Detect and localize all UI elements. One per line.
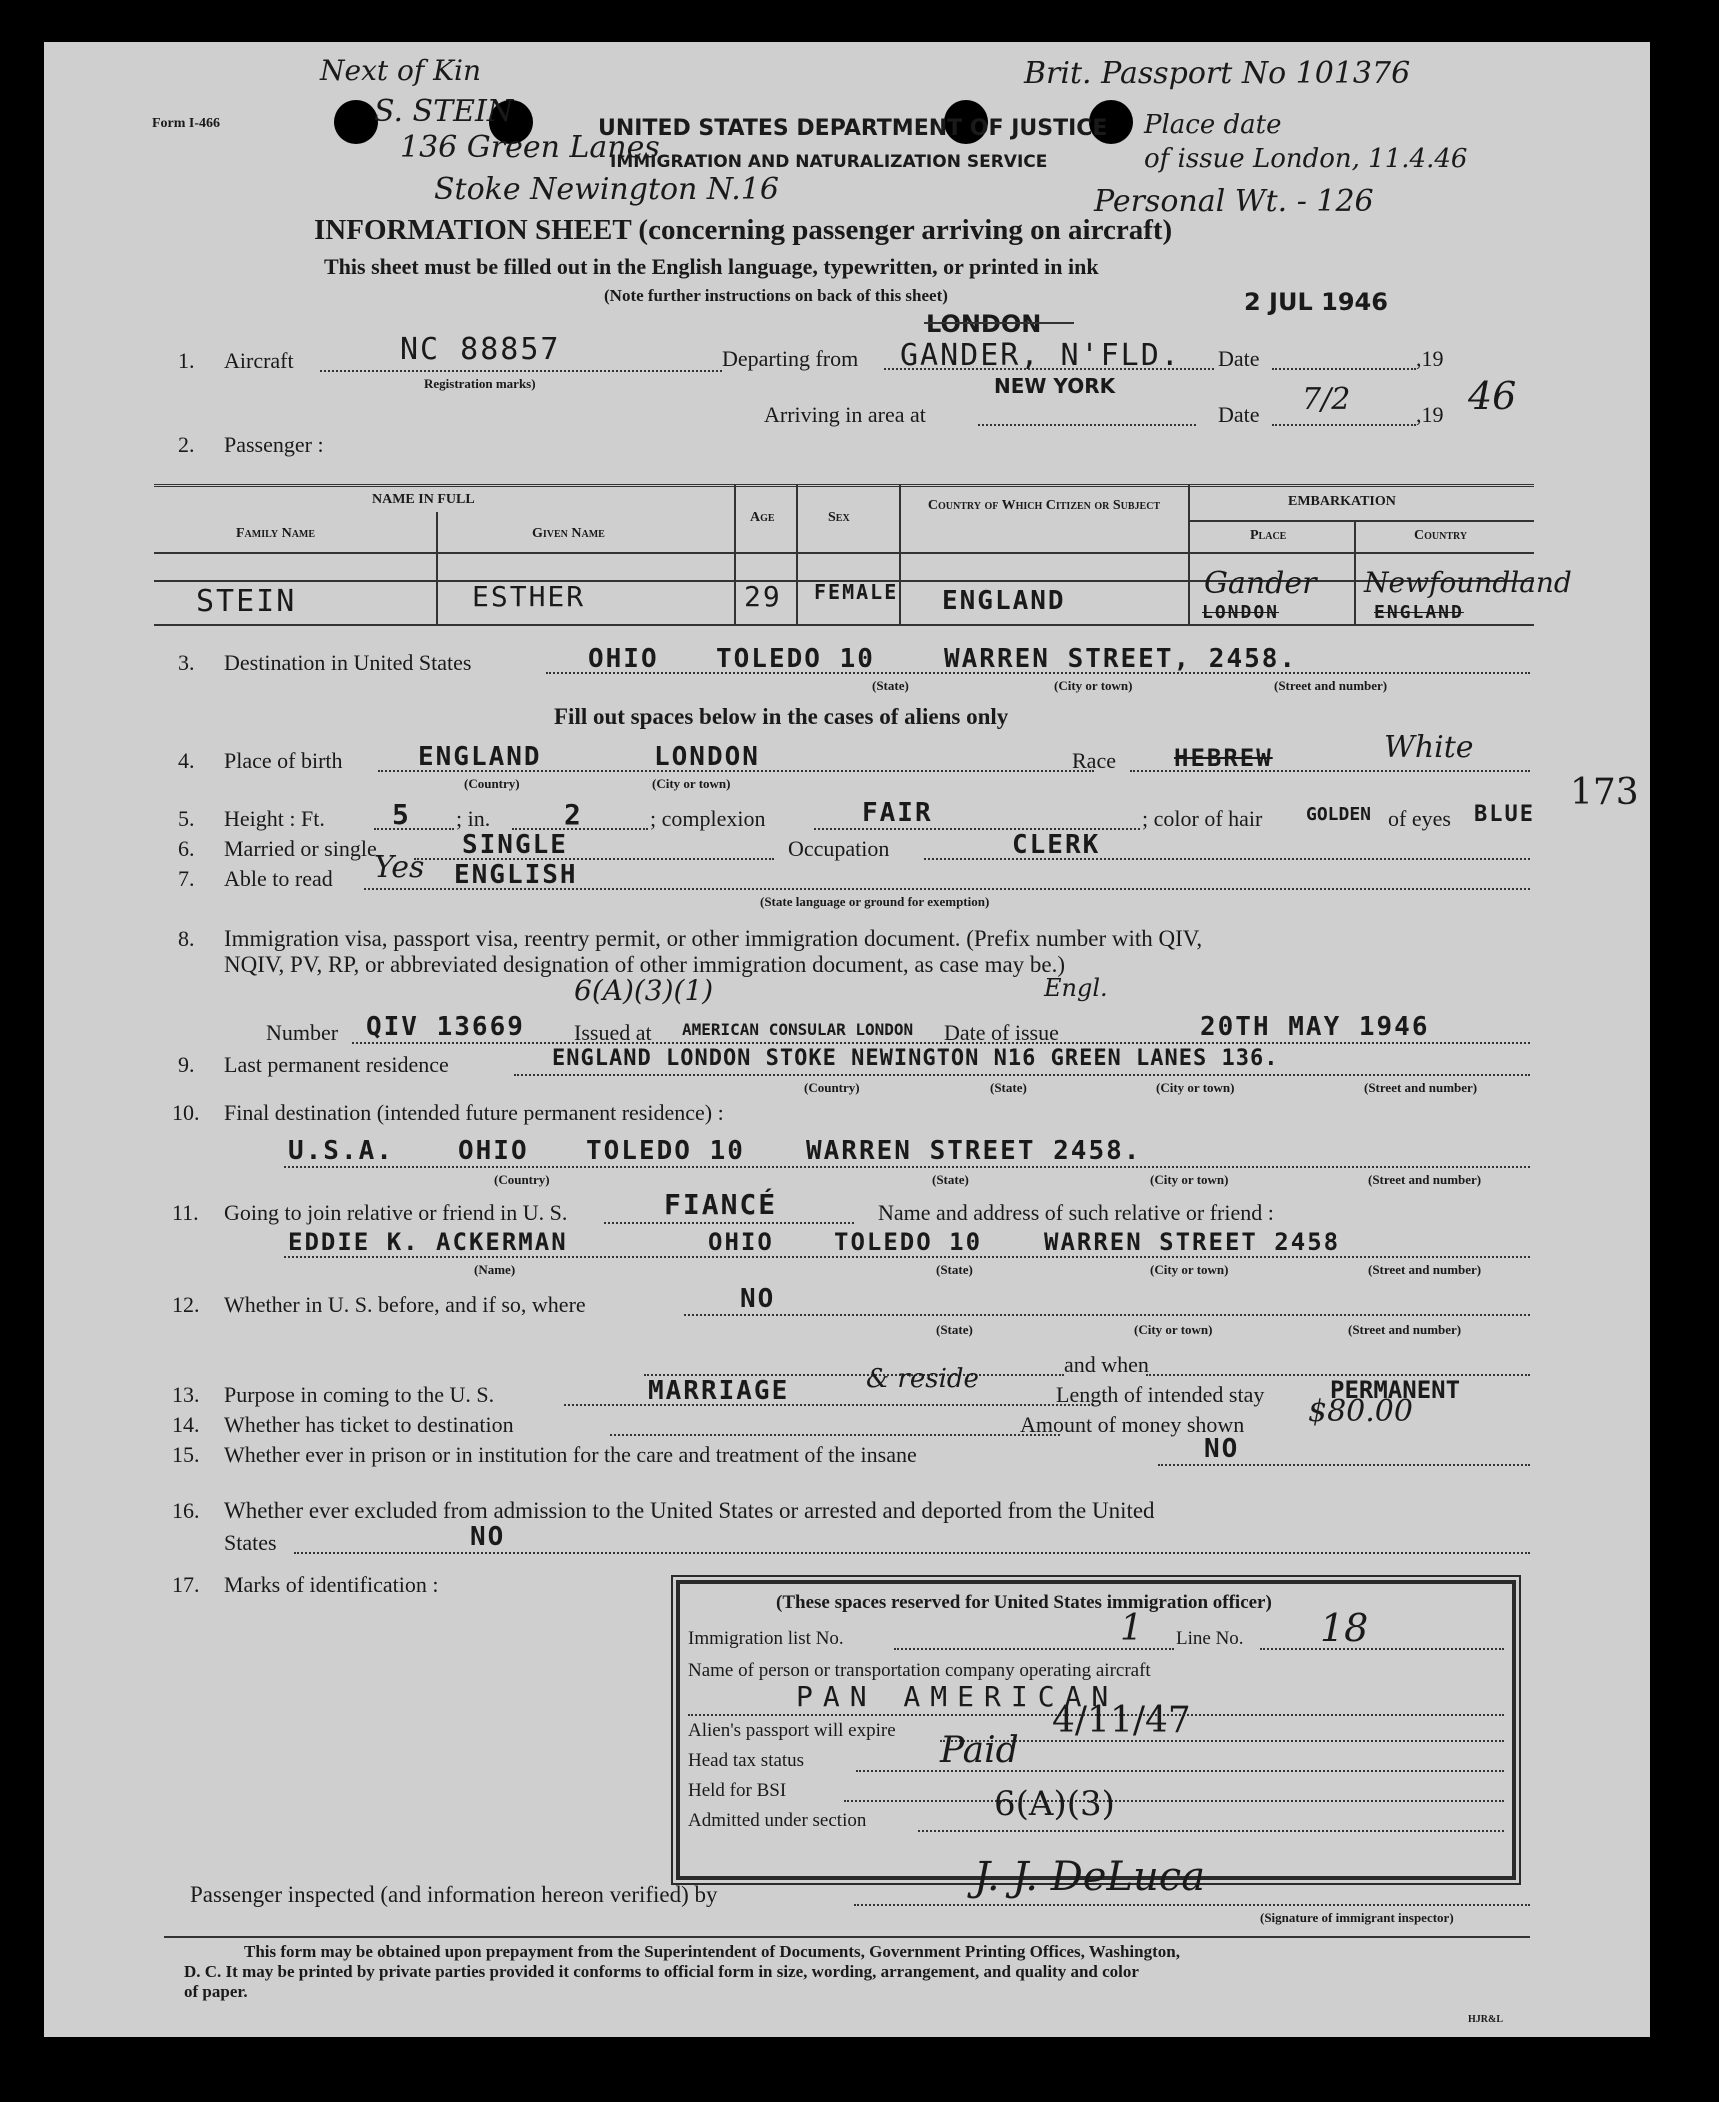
- city-caption: (City or town): [1054, 678, 1133, 693]
- purpose-label: Purpose in coming to the U. S.: [224, 1382, 495, 1407]
- race-label: Race: [1072, 748, 1116, 773]
- departing-struck-value: LONDON: [926, 310, 1042, 338]
- relative-street[interactable]: WARREN STREET 2458: [1044, 1228, 1341, 1256]
- departing-from-label: Departing from: [722, 346, 859, 371]
- final-state[interactable]: OHIO: [458, 1136, 529, 1166]
- complexion-label: ; complexion: [650, 806, 766, 831]
- identification-label: Marks of identification :: [224, 1572, 439, 1597]
- passport-expire-value[interactable]: 4/11/47: [1052, 1700, 1191, 1741]
- next-of-kin-name: S. STEIN: [374, 94, 514, 129]
- held-bsi-label: Held for BSI: [688, 1780, 787, 1801]
- arriving-at-value[interactable]: NEW YORK: [994, 374, 1116, 398]
- hair-value[interactable]: GOLDEN: [1306, 804, 1372, 825]
- item-number: 16.: [172, 1498, 200, 1523]
- next-of-kin-address: 136 Green Lanes: [400, 130, 660, 165]
- occupation-value[interactable]: CLERK: [1012, 830, 1101, 860]
- embarkation-country-struck: ENGLAND: [1374, 602, 1464, 623]
- form-title: INFORMATION SHEET (concerning passenger arriving on aircraft): [314, 214, 1173, 246]
- item-number: 13.: [172, 1382, 200, 1407]
- form-subtitle: This sheet must be filled out in the English language, typewritten, or printed in ink: [324, 254, 1099, 279]
- birth-country[interactable]: ENGLAND: [418, 742, 542, 772]
- state-caption: (State): [932, 1172, 969, 1187]
- issued-at-label: Issued at: [574, 1020, 652, 1045]
- passport-note: Brit. Passport No 101376: [1024, 56, 1411, 91]
- state-caption: (State): [990, 1080, 1027, 1095]
- operator-value[interactable]: PAN AMERICAN: [796, 1680, 1119, 1713]
- document-text-2: NQIV, PV, RP, or abbreviated designation of other immigration document, as case may be.): [224, 952, 1066, 977]
- embarkation-place-header: Place: [1250, 528, 1287, 543]
- line-no-label: Line No.: [1176, 1628, 1244, 1649]
- marital-value[interactable]: SINGLE: [462, 830, 568, 860]
- read-value-handwritten: Yes: [374, 850, 425, 885]
- item-number: 8.: [178, 926, 195, 951]
- table-border: [154, 484, 1534, 487]
- passport-issue: of issue London, 11.4.46: [1144, 144, 1468, 174]
- arrival-year-value[interactable]: 46: [1468, 374, 1517, 418]
- item-number: 12.: [172, 1292, 200, 1317]
- prior-visit-value[interactable]: NO: [740, 1284, 776, 1314]
- item-number: 10.: [172, 1100, 200, 1125]
- personal-weight: Personal Wt. - 126: [1094, 184, 1374, 219]
- item-number: 17.: [172, 1572, 200, 1597]
- given-name-value[interactable]: ESTHER: [472, 580, 586, 613]
- prison-label: Whether ever in prison or in institution for the care and treatment of the insane: [224, 1442, 917, 1467]
- head-tax-label: Head tax status: [688, 1750, 805, 1771]
- money-value[interactable]: $80.00: [1308, 1394, 1413, 1429]
- punch-hole: [334, 100, 378, 144]
- printer-mark: HJR&L: [1468, 2014, 1503, 2025]
- item-number: 11.: [172, 1200, 199, 1225]
- eyes-label: of eyes: [1388, 806, 1451, 831]
- arrival-date-label: Date: [1218, 402, 1260, 427]
- occupation-label: Occupation: [788, 836, 890, 861]
- citizenship-header: Country of Which Citizen or Subject: [927, 498, 1161, 513]
- excluded-value[interactable]: NO: [470, 1522, 506, 1552]
- registration-caption: Registration marks): [424, 376, 536, 391]
- citizenship-value[interactable]: ENGLAND: [942, 586, 1066, 616]
- final-street[interactable]: WARREN STREET 2458.: [806, 1136, 1142, 1166]
- aircraft-label: Aircraft: [224, 348, 294, 373]
- admitted-label: Admitted under section: [688, 1810, 867, 1831]
- read-caption: (State language or ground for exemption): [760, 894, 990, 909]
- next-of-kin-city: Stoke Newington N.16: [434, 172, 779, 207]
- state-caption: (State): [936, 1262, 973, 1277]
- birthplace-label: Place of birth: [224, 748, 343, 773]
- sex-value[interactable]: FEMALE: [814, 580, 899, 604]
- final-city[interactable]: TOLEDO 10: [586, 1136, 745, 1166]
- document-text-1: Immigration visa, passport visa, reentry permit, or other immigration document. (Prefix number with QIV,: [224, 926, 1203, 951]
- stay-length-value[interactable]: PERMANENT: [1330, 1376, 1461, 1404]
- relative-name-label: Name and address of such relative or friend :: [878, 1200, 1274, 1225]
- read-label: Able to read: [224, 866, 333, 891]
- line-no-value[interactable]: 18: [1320, 1606, 1369, 1650]
- passport-place-date: Place date: [1144, 110, 1282, 140]
- embarkation-place-value[interactable]: Gander: [1204, 566, 1317, 601]
- footer-line-1: This form may be obtained upon prepayment from the Superintendent of Documents, Government Printing Offices, Washington,: [244, 1942, 1180, 1961]
- date-of-issue-value[interactable]: 20TH MAY 1946: [1200, 1012, 1430, 1042]
- footer-line-3: of paper.: [184, 1982, 248, 2001]
- aliens-heading: Fill out spaces below in the cases of aliens only: [554, 704, 1009, 729]
- city-caption: (City or town): [1156, 1080, 1235, 1095]
- destination-label: Destination in United States: [224, 650, 472, 675]
- item-number: 2.: [178, 432, 195, 457]
- family-name-header: Family Name: [236, 526, 316, 541]
- head-tax-value[interactable]: Paid: [940, 1730, 1019, 1771]
- footer-line-2: D. C. It may be printed by private parties provided it conforms to official form in size, wording, arrangement, and quality and color: [184, 1962, 1139, 1981]
- state-caption: (State): [936, 1322, 973, 1337]
- document-engl-handwritten: Engl.: [1044, 974, 1108, 1002]
- city-caption: (City or town): [1134, 1322, 1213, 1337]
- item-number: 5.: [178, 806, 195, 831]
- street-caption: (Street and number): [1274, 678, 1388, 693]
- item-number: 4.: [178, 748, 195, 773]
- next-of-kin-note: Next of Kin: [320, 54, 482, 87]
- service-title: IMMIGRATION AND NATURALIZATION SERVICE: [610, 152, 1048, 172]
- country-caption: (Country): [494, 1172, 550, 1187]
- city-caption: (City or town): [1150, 1172, 1229, 1187]
- height-in-label: ; in.: [456, 806, 491, 831]
- form-note: (Note further instructions on back of this sheet): [604, 286, 948, 305]
- prior-visit-label: Whether in U. S. before, and if so, where: [224, 1292, 586, 1317]
- country-caption: (Country): [804, 1080, 860, 1095]
- name-caption: (Name): [474, 1262, 516, 1277]
- list-no-value[interactable]: 1: [1120, 1608, 1143, 1649]
- height-ft-value[interactable]: 5: [392, 798, 411, 831]
- doc-number-value[interactable]: QIV 13669: [366, 1012, 525, 1042]
- hair-label: ; color of hair: [1142, 806, 1263, 831]
- relative-name[interactable]: EDDIE K. ACKERMAN: [288, 1228, 568, 1256]
- officer-box-title: (These spaces reserved for United States immigration officer): [776, 1592, 1272, 1613]
- relation-value[interactable]: FIANCÉ: [664, 1188, 778, 1221]
- destination-city[interactable]: TOLEDO 10: [716, 644, 875, 674]
- embarkation-header: EMBARKATION: [1288, 494, 1396, 509]
- inspector-signature[interactable]: J. J. DeLuca: [974, 1854, 1206, 1900]
- sex-header: Sex: [828, 510, 850, 525]
- operator-label: Name of person or transportation company operating aircraft: [688, 1660, 1151, 1681]
- residence-label: Last permanent residence: [224, 1052, 449, 1077]
- arrival-date-value[interactable]: 7/2: [1302, 382, 1351, 417]
- destination-state[interactable]: OHIO: [588, 644, 659, 674]
- complexion-value[interactable]: FAIR: [862, 798, 933, 828]
- street-caption: (Street and number): [1368, 1262, 1482, 1277]
- form-page: [44, 42, 1650, 2037]
- final-destination-label: Final destination (intended future permanent residence) :: [224, 1100, 724, 1125]
- read-value[interactable]: ENGLISH: [454, 860, 578, 890]
- prison-value[interactable]: NO: [1204, 1434, 1240, 1464]
- departing-from-value[interactable]: GANDER, N'FLD.: [900, 338, 1181, 373]
- money-label: Amount of money shown: [1020, 1412, 1245, 1437]
- item-number: 9.: [178, 1052, 195, 1077]
- document-section-handwritten: 6(A)(3)(1): [574, 974, 714, 1007]
- height-ft-label: Height : Ft.: [224, 806, 325, 831]
- height-in-value[interactable]: 2: [564, 798, 583, 831]
- join-relative-label: Going to join relative or friend in U. S.: [224, 1200, 568, 1225]
- item-number: 15.: [172, 1442, 200, 1467]
- item-number: 7.: [178, 866, 195, 891]
- relative-state[interactable]: OHIO: [708, 1228, 774, 1256]
- race-struck: HEBREW: [1174, 744, 1273, 772]
- excluded-label-2: States: [224, 1530, 277, 1555]
- arrival-year-prefix: ,19: [1416, 402, 1444, 427]
- street-caption: (Street and number): [1348, 1322, 1462, 1337]
- received-date-stamp: 2 JUL 1946: [1244, 288, 1388, 316]
- family-name-value[interactable]: STEIN: [196, 584, 297, 619]
- admitted-value[interactable]: 6(A)(3): [994, 1784, 1115, 1824]
- given-name-header: Given Name: [532, 526, 605, 541]
- country-caption: (Country): [464, 776, 520, 791]
- item-number: 3.: [178, 650, 195, 675]
- age-header: Age: [750, 510, 775, 525]
- street-caption: (Street and number): [1368, 1172, 1482, 1187]
- inspection-label: Passenger inspected (and information hereon verified) by: [190, 1882, 718, 1907]
- margin-number: 173: [1570, 772, 1639, 813]
- destination-street[interactable]: WARREN STREET, 2458.: [944, 644, 1298, 674]
- race-value[interactable]: White: [1384, 730, 1474, 765]
- stay-length-label: Length of intended stay: [1056, 1382, 1265, 1407]
- doc-number-label: Number: [266, 1020, 339, 1045]
- arriving-label: Arriving in area at: [764, 402, 926, 427]
- list-no-label: Immigration list No.: [688, 1628, 844, 1649]
- residence-value[interactable]: ENGLAND LONDON STOKE NEWINGTON N16 GREEN LANES 136.: [552, 1046, 1279, 1071]
- name-in-full-header: NAME IN FULL: [372, 492, 475, 507]
- date-of-issue-label: Date of issue: [944, 1020, 1059, 1045]
- purpose-value-handwritten: & reside: [866, 1364, 979, 1394]
- eyes-value[interactable]: BLUE: [1474, 802, 1535, 827]
- item-number: 14.: [172, 1412, 200, 1437]
- passenger-label: Passenger :: [224, 432, 324, 457]
- city-caption: (City or town): [1150, 1262, 1229, 1277]
- birth-city[interactable]: LONDON: [654, 742, 760, 772]
- issued-at-value[interactable]: AMERICAN CONSULAR LONDON: [682, 1020, 914, 1039]
- department-title: UNITED STATES DEPARTMENT OF JUSTICE: [598, 116, 1108, 141]
- passport-expire-label: Alien's passport will expire: [688, 1720, 896, 1741]
- purpose-value[interactable]: MARRIAGE: [648, 1376, 790, 1406]
- embarkation-place-struck: LONDON: [1202, 602, 1280, 623]
- form-number: Form I-466: [152, 116, 221, 131]
- item-number: 6.: [178, 836, 195, 861]
- state-caption: (State): [872, 678, 909, 693]
- embarkation-country-header: Country: [1414, 528, 1468, 543]
- date-label: Date: [1218, 346, 1260, 371]
- excluded-label-1: Whether ever excluded from admission to the United States or arrested and deported from the United: [224, 1498, 1155, 1523]
- item-number: 1.: [178, 348, 195, 373]
- street-caption: (Street and number): [1364, 1080, 1478, 1095]
- and-when-label: and when: [1064, 1352, 1149, 1377]
- officer-box: [676, 1580, 1516, 1880]
- city-caption: (City or town): [652, 776, 731, 791]
- embarkation-country-value[interactable]: Newfoundland: [1364, 566, 1572, 599]
- age-value[interactable]: 29: [744, 580, 782, 613]
- marital-label: Married or single: [224, 836, 377, 861]
- ticket-label: Whether has ticket to destination: [224, 1412, 514, 1437]
- year-prefix: ,19: [1416, 346, 1444, 371]
- relative-city[interactable]: TOLEDO 10: [834, 1228, 983, 1256]
- final-country[interactable]: U.S.A.: [288, 1136, 394, 1166]
- aircraft-registration[interactable]: NC 88857: [400, 332, 561, 367]
- signature-caption: (Signature of immigrant inspector): [1260, 1910, 1454, 1925]
